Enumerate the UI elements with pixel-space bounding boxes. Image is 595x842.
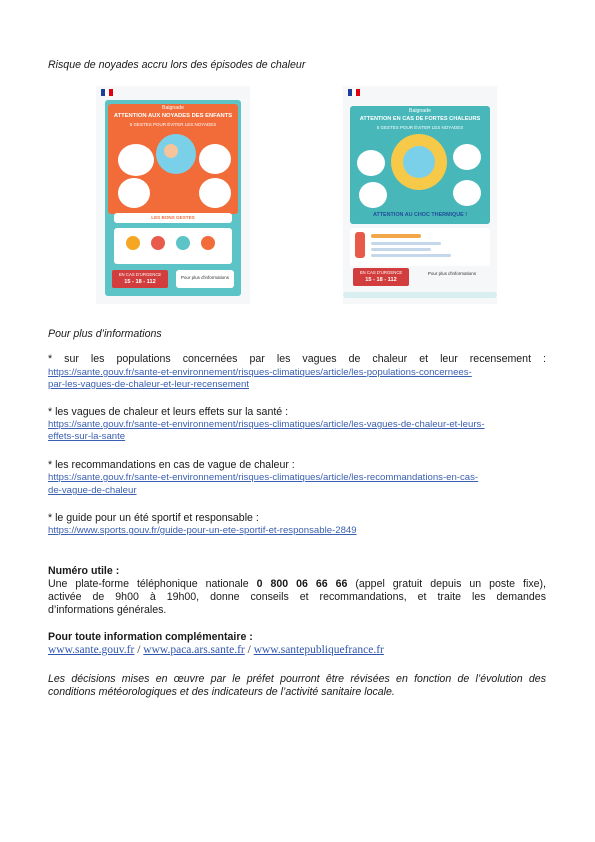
additional-info-heading: Pour toute information complémentaire : xyxy=(48,631,253,643)
useful-number-line1: Une plate-forme téléphonique nationale 0 800 06 66 66 (appel gratuit depuis un poste fixe), xyxy=(48,578,546,590)
useful-number-line3: d’informations générales. xyxy=(48,604,167,616)
link-recommendations[interactable]: https://sante.gouv.fr/sante-et-environnement/risques-climatiques/article/les-recommandations-en-cas- xyxy=(48,472,479,483)
poster-right-section: ATTENTION AU CHOC THERMIQUE ! xyxy=(372,212,468,218)
useful-number-line2: activée de 9h00 à 19h00, donne conseils et recommandations, et traite les demandes xyxy=(48,591,546,603)
link-sante-publique-france[interactable]: www.santepubliquefrance.fr xyxy=(253,644,384,656)
link-effects-cont[interactable]: effets-sur-la-sante xyxy=(48,431,126,442)
risk-heading: Risque de noyades accru lors des épisodes de chaleur xyxy=(48,59,306,71)
useful-number-heading: Numéro utile : xyxy=(48,565,120,577)
french-flag-icon xyxy=(348,89,360,96)
phone-number: 0 800 06 66 66 xyxy=(256,578,348,590)
item-sport-guide-text: * le guide pour un été sportif et responsable : xyxy=(48,512,259,524)
poster-right-subtitle: 5 GESTES POUR ÉVITER LES NOYADES xyxy=(376,125,464,130)
poster-left-info: Pour plus d'informations xyxy=(180,275,230,280)
additional-links: www.sante.gouv.fr / www.paca.ars.sante.fr / www.santepubliquefrance.fr xyxy=(48,644,384,656)
french-flag-icon xyxy=(101,89,113,96)
poster-noyades-enfants xyxy=(96,86,250,304)
item-recommendations-text: * les recommandations en cas de vague de chaleur : xyxy=(48,459,295,471)
illustration-bubble xyxy=(118,144,154,176)
poster-left-tag: Baignade xyxy=(162,105,184,111)
link-paca-ars[interactable]: www.paca.ars.sante.fr xyxy=(143,644,245,656)
poster-left-emergency: EN CAS D'URGENCE xyxy=(118,272,162,277)
poster-left-numbers: 15 - 18 - 112 xyxy=(124,279,156,285)
link-recommendations-cont[interactable]: de-vague-de-chaleur xyxy=(48,485,137,496)
link-populations-cont[interactable]: par-les-vagues-de-chaleur-et-leur-recensement xyxy=(48,379,250,390)
poster-fortes-chaleurs xyxy=(343,86,497,304)
poster-right-title: ATTENTION EN CAS DE FORTES CHALEURS xyxy=(359,116,481,122)
poster-right-emergency: EN CAS D'URGENCE xyxy=(359,270,403,275)
more-info-heading: Pour plus d’informations xyxy=(48,328,162,340)
thermometer-icon xyxy=(355,232,365,258)
footer-line2: conditions météorologiques et des indicateurs de l’activité sanitaire locale. xyxy=(48,686,395,698)
link-sante-gouv[interactable]: www.sante.gouv.fr xyxy=(48,644,135,656)
poster-left-title: ATTENTION AUX NOYADES DES ENFANTS xyxy=(113,113,233,119)
poster-left-subtitle: 5 GESTES POUR ÉVITER LES NOYADES xyxy=(129,122,217,127)
poster-right-info: Pour plus d'informations xyxy=(427,271,477,276)
item-effects-text: * les vagues de chaleur et leurs effets sur la santé : xyxy=(48,406,289,418)
poster-right-tag: Baignade xyxy=(409,108,431,114)
link-populations[interactable]: https://sante.gouv.fr/sante-et-environnement/risques-climatiques/article/les-populations-concernees- xyxy=(48,367,472,378)
poster-right-numbers: 15 - 18 - 112 xyxy=(365,277,397,283)
footer-line1: Les décisions mises en œuvre par le préfet pourront être révisées en fonction de l’évolution des xyxy=(48,673,546,685)
link-sport-guide[interactable]: https://www.sports.gouv.fr/guide-pour-un-ete-sportif-et-responsable-2849 xyxy=(48,525,357,536)
poster-left-section: LES BONS GESTES xyxy=(151,215,195,220)
item-populations-text: * sur les populations concernées par les vagues de chaleur et leur recensement : xyxy=(48,353,546,365)
link-effects[interactable]: https://sante.gouv.fr/sante-et-environnement/risques-climatiques/article/les-vagues-de-chaleur-et-leurs- xyxy=(48,419,485,430)
